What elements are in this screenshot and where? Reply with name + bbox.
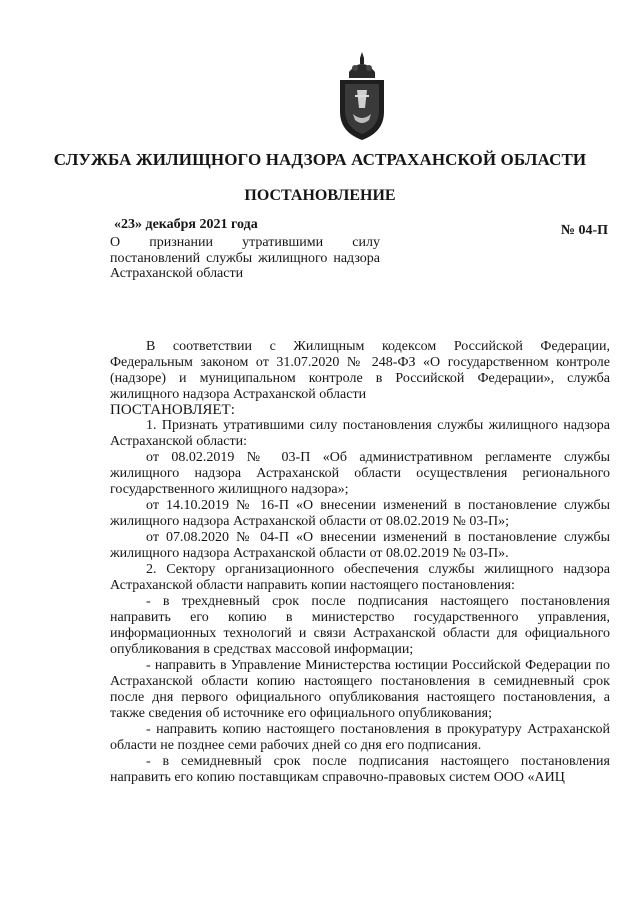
clause-2-item-b: - направить в Управление Министерства юстиции Российской Федерации по Астраханской области копию настоящего постановления в семидневный срок после дня первого официального опубликования настоящего постановления, а также сведения об источнике его официального опубликования; — [110, 658, 610, 721]
preamble-paragraph: В соответствии с Жилищным кодексом Российской Федерации, Федеральным законом от 31.07.2020 № 248-ФЗ «О государственном контроле (надзоре) и муниципальном контроле в Российской Федерации», служба жилищного надзора Астраханской области — [110, 339, 610, 402]
document-date: «23» декабря 2021 года — [114, 217, 258, 232]
document-body — [110, 339, 610, 786]
clause-1-item-a: от 08.02.2019 № 03-П «Об административном регламенте службы жилищного надзора Астраханской области осуществления регионального государственного жилищного надзора»; — [110, 450, 610, 497]
agency-name: СЛУЖБА ЖИЛИЩНОГО НАДЗОРА АСТРАХАНСКОЙ ОБЛАСТИ — [53, 150, 587, 169]
document-subject: О признании утратившими силу постановлений службы жилищного надзора Астраханской области — [110, 235, 380, 281]
clause-2-item-a: - в трехдневный срок после подписания настоящего постановления направить его копию в министерство государственного управления, информационных технологий и связи Астраханской области для официального опубликования в средствах массовой информации; — [110, 594, 610, 657]
clause-2-item-d: - в семидневный срок после подписания настоящего постановления направить его копию поставщикам справочно-правовых систем ООО «АИЦ — [110, 754, 610, 785]
clause-1: 1. Признать утратившими силу постановления службы жилищного надзора Астраханской области: — [110, 418, 610, 449]
clause-2: 2. Сектору организационного обеспечения службы жилищного надзора Астраханской области направить копии настоящего постановления: — [110, 562, 610, 593]
document-type: ПОСТАНОВЛЕНИЕ — [244, 187, 396, 204]
clause-1-item-c: от 07.08.2020 № 04-П «О внесении изменений в постановление службы жилищного надзора Астраханской области от 08.02.2019 № 03-П». — [110, 530, 610, 561]
resolve-heading: ПОСТАНОВЛЯЕТ: — [110, 402, 235, 418]
coat-of-arms-icon — [331, 50, 393, 142]
clause-1-item-b: от 14.10.2019 № 16-П «О внесении изменений в постановление службы жилищного надзора Астраханской области от 08.02.2019 № 03-П»; — [110, 498, 610, 529]
document-number: № 04-П — [560, 223, 608, 238]
clause-2-item-c: - направить копию настоящего постановления в прокуратуру Астраханской области не позднее семи рабочих дней со дня его подписания. — [110, 722, 610, 753]
